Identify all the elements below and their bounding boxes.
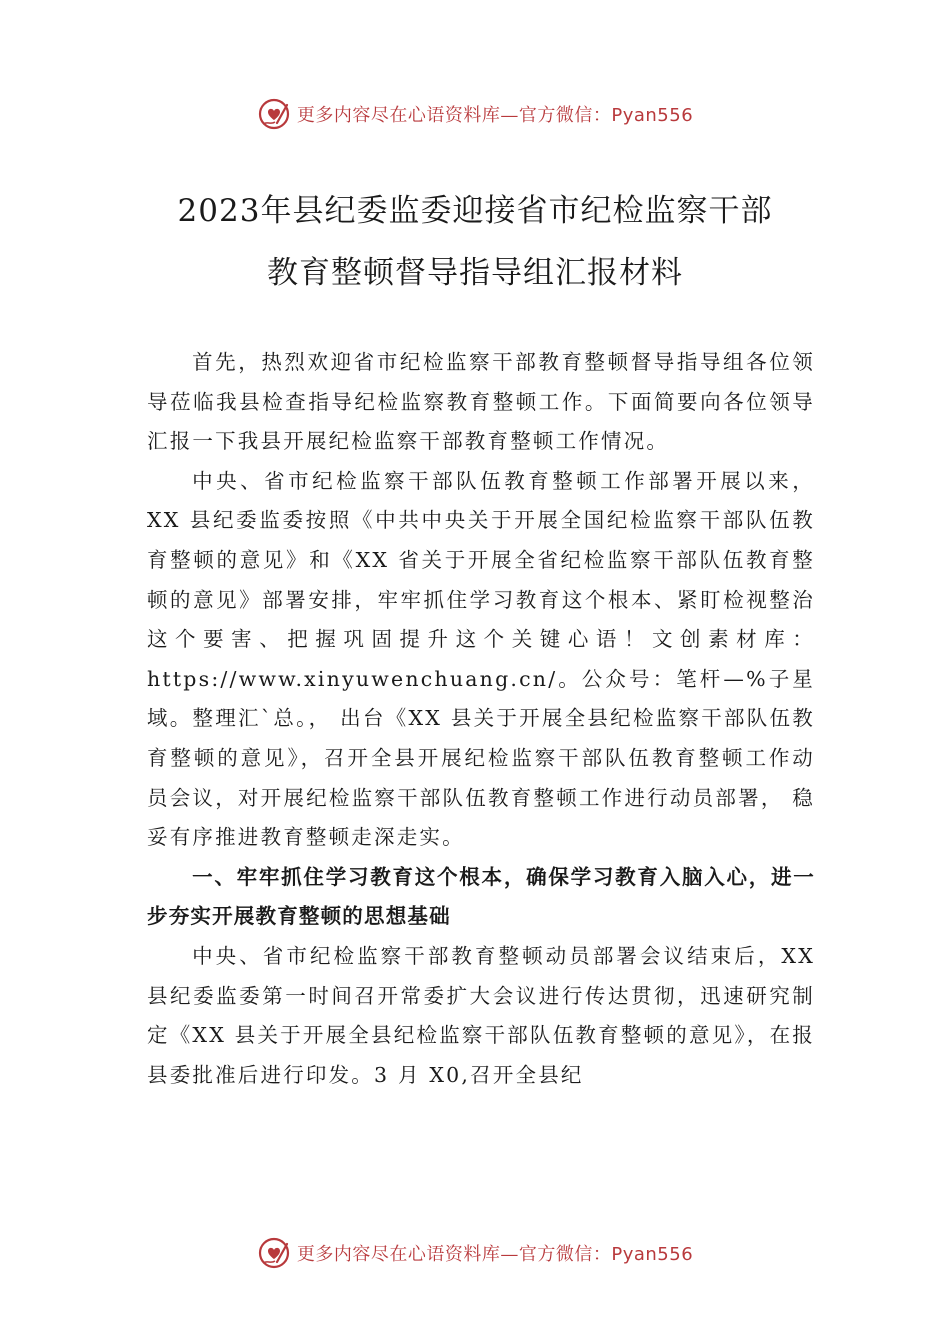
- heart-pen-logo-icon: [257, 97, 291, 131]
- footer-banner: [0, 1233, 950, 1273]
- heart-pen-logo-icon: [257, 1236, 291, 1270]
- paragraph-intro: 首先，热烈欢迎省市纪检监察干部教育整顿督导指导组各位领导莅临我县检查指导纪检监察教育整顿工作。下面简要向各位领导汇报一下我县开展纪检监察干部教育整顿工作情况。: [147, 350, 815, 454]
- document-body: [147, 343, 815, 1095]
- document-title: [0, 180, 950, 304]
- title-line-1: 2023年县纪委监委迎接省市纪检监察干部: [177, 193, 773, 229]
- paragraph-overview: 中央、省市纪检监察干部队伍教育整顿工作部署开展以来，XX 县纪委监委按照《中共中央关于开展全国纪检监察干部队伍教育整顿的意见》和《XX 省关于开展全省纪检监察干部队伍教育整顿的意见》部署安排，牢牢抓住学习教育这个根本、紧盯检视整治这个要害、把握巩固提升这个关键心语！文创素材库：https://www.xinyuwenchuang.cn/。公众号：笔杆—%子星域。整理汇`总。， 出台《XX 县关于开展全县纪检监察干部队伍教育整顿的意见》，召开全县开展纪检监察干部队伍教育整顿工作动员会议，对开展纪检监察干部队伍教育整顿工作进行动员部署， 稳妥有序推进教育整顿走深走实。: [147, 468, 815, 850]
- banner-text: 更多内容尽在心语资料库—官方微信：Pyan556: [296, 105, 694, 126]
- section-heading-1: 一、牢牢抓住学习教育这个根本，确保学习教育入脑入心，进一步夯实开展教育整顿的思想基础: [147, 864, 815, 929]
- banner-text: 更多内容尽在心语资料库—官方微信：Pyan556: [296, 1244, 694, 1265]
- title-line-2: 教育整顿督导指导组汇报材料: [267, 255, 683, 291]
- paragraph-section-1: 中央、省市纪检监察干部教育整顿动员部署会议结束后，XX 县纪委监委第一时间召开常委扩大会议进行传达贯彻，迅速研究制定《XX 县关于开展全县纪检监察干部队伍教育整顿的意见》，在报县委批准后进行印发。3 月 X0,召开全县纪: [147, 943, 815, 1087]
- header-banner: [0, 94, 950, 134]
